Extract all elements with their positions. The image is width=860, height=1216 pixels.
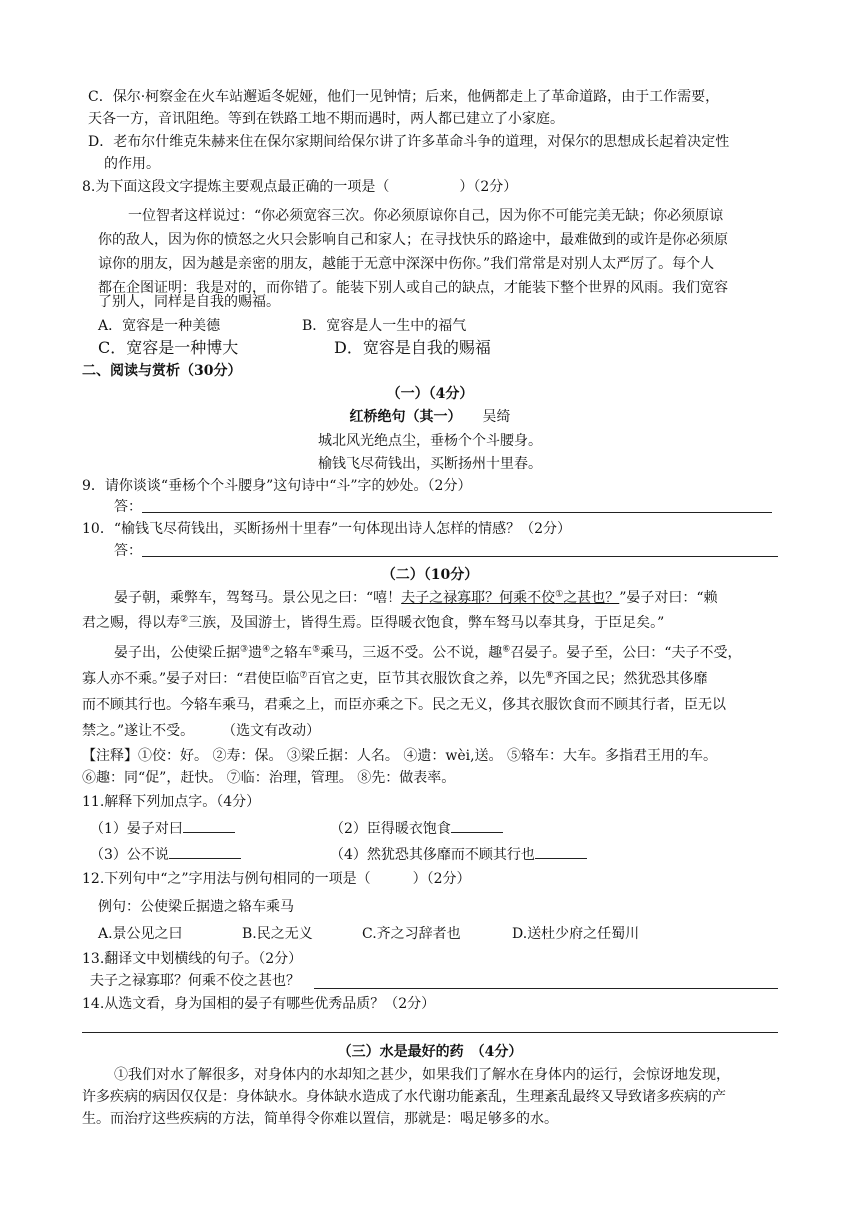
q8-passage-line: 都在企图证明：我是对的，而你错了。能装下别人或自己的缺点，才能装下整个世界的风雨。我们宽容 xyxy=(98,280,728,296)
poem-line-1: 城北风光绝点尘，垂杨个个斗腰身。 xyxy=(318,433,542,449)
passage-line-1 xyxy=(114,589,718,607)
q8-option-a: A．宽容是一种美德 xyxy=(98,318,221,334)
q8-passage-line: 谅你的朋友，因为越是亲密的朋友，越能于无意中深深中伤你。”我们常常是对别人太严厉了。每个人 xyxy=(98,256,715,272)
part1-header: （一）（4分） xyxy=(386,386,474,402)
passage-text: 遗 xyxy=(248,645,263,661)
passage-text: 晏子朝，乘弊车，驾驽马。景公见之曰：“嘻！ xyxy=(114,590,402,606)
passage-line-2 xyxy=(82,614,664,632)
q9-answer-line[interactable] xyxy=(142,512,772,513)
part3-paragraph-line: ①我们对水了解很多，对身体内的水却知之甚少，如果我们了解水在身体内的运行，会惊讶地发现， xyxy=(114,1067,730,1083)
q11-item-text: （4）然犹恐其侈靡而不顾其行也 xyxy=(330,847,535,863)
q7-option-d-line1: D．老布尔什维克朱赫来住在保尔家期间给保尔讲了许多革命斗争的道理，对保尔的思想成长起着决定性 xyxy=(88,134,730,150)
q8-stem: 8.为下面这段文字提炼主要观点最正确的一项是（ ）（2分） xyxy=(82,179,518,195)
q12-option-d: D.送杜少府之任蜀川 xyxy=(512,926,640,942)
passage-text: 三族，及国游士，皆得生焉。臣得暖衣饱食，弊车驽马以奉其身，于臣足矣。” xyxy=(188,615,665,631)
q11-item-1 xyxy=(90,818,235,838)
footnote-marker: ④ xyxy=(262,644,271,655)
part3-header: （三）水是最好的药 （4分） xyxy=(337,1044,523,1060)
poem-title: 红桥绝句（其一） xyxy=(349,409,455,425)
q11-stem: 11.解释下列加点字。（4分） xyxy=(82,794,261,810)
answer-blank[interactable] xyxy=(535,844,587,859)
q11-item-text: （2）臣得暖衣饱食 xyxy=(330,821,451,837)
footnote-marker: ⑧ xyxy=(545,670,554,681)
q7-option-d-line2: 的作用。 xyxy=(104,156,160,172)
annotation-line-1: 【注释】①佼：好。 ②寿：保。 ③梁丘据：人名。 ④遗：wèi,送。 ⑤辂车：大车。多指君王用的车。 xyxy=(82,748,717,764)
passage-text: 寡人亦不乘。”晏子对曰：“君使臣临 xyxy=(82,671,300,687)
underlined-text: 之甚也？ xyxy=(563,590,620,606)
q12-option-b: B.民之无义 xyxy=(242,926,313,942)
q9-answer-label: 答： xyxy=(114,499,142,515)
annotation-line-2: ⑥趣：同“促”，赶快。 ⑦临：治理，管理。 ⑧先：做表率。 xyxy=(82,770,456,786)
passage-text: 百官之吏，臣节其衣服饮食之养，以先 xyxy=(307,671,546,687)
section-heading: 二、阅读与赏析（30分） xyxy=(82,363,242,379)
q13-sentence: 夫子之禄寡耶？何乘不佼之甚也？ xyxy=(90,973,300,989)
q12-example: 例句：公使梁丘据遗之辂车乘马 xyxy=(98,899,294,915)
q7-option-c-line2: 天各一方，音讯阻绝。等到在铁路工地不期而遇时，两人都已建立了小家庭。 xyxy=(88,111,564,127)
answer-blank[interactable] xyxy=(183,818,235,833)
footnote-marker: ② xyxy=(180,614,189,625)
footnote-marker: ⑤ xyxy=(312,644,321,655)
q10-stem: 10．“榆钱飞尽荷钱出，买断扬州十里春”一句体现出诗人怎样的情感？（2分） xyxy=(82,521,572,537)
passage-text: 晏子出，公使梁丘据 xyxy=(114,645,240,661)
footnote-marker: ③ xyxy=(240,644,249,655)
q12-option-a: A.景公见之曰 xyxy=(98,926,183,942)
q11-item-4 xyxy=(330,844,587,864)
q13-stem: 13.翻译文中划横线的句子。（2分） xyxy=(82,951,303,967)
q10-answer-label: 答： xyxy=(114,543,142,559)
q11-item-3 xyxy=(90,844,241,864)
q11-item-text: （3）公不说 xyxy=(90,847,169,863)
q8-passage-line: 一位智者这样说过：“你必须宽容三次。你必须原谅你自己，因为你不可能完美无缺；你必须原谅 xyxy=(128,208,724,224)
q11-item-text: （1）晏子对曰 xyxy=(90,821,183,837)
q14-stem: 14.从选文看，身为国相的晏子有哪些优秀品质？（2分） xyxy=(82,996,436,1012)
part2-header: （二）（10分） xyxy=(381,567,479,583)
answer-blank[interactable] xyxy=(451,818,503,833)
q13-answer-line[interactable] xyxy=(314,988,778,989)
passage-line-3 xyxy=(114,644,741,662)
q9-stem: 9．请你谈谈“垂杨个个斗腰身”这句诗中“斗”字的妙处。（2分） xyxy=(82,478,472,494)
passage-text: 乘马，三返不受。公不说，趣 xyxy=(320,645,503,661)
q14-answer-line[interactable] xyxy=(82,1032,778,1033)
passage-text: 之辂车 xyxy=(270,645,313,661)
q7-option-c-line1: C．保尔·柯察金在火车站邂逅冬妮娅，他们一见钟情；后来，他俩都走上了革命道路，由于工作需要， xyxy=(88,89,720,105)
footnote-marker: ① xyxy=(555,589,564,600)
passage-line-4 xyxy=(82,670,707,688)
q8-option-d: D．宽容是自我的赐福 xyxy=(334,338,491,357)
poem-author: 吴绮 xyxy=(482,409,511,425)
passage-text: 君之赐，得以寿 xyxy=(82,615,180,631)
q12-option-c: C.齐之习辞者也 xyxy=(362,926,461,942)
q11-item-2 xyxy=(330,818,503,838)
footnote-marker: ⑦ xyxy=(299,670,308,681)
underlined-text: 夫子之禄寡耶？何乘不佼 xyxy=(401,590,556,606)
poem-line-2: 榆钱飞尽荷钱出，买断扬州十里春。 xyxy=(318,456,542,472)
passage-text: 召晏子。晏子至，公曰：“夫子不受， xyxy=(510,645,742,661)
q8-option-b: B．宽容是人一生中的福气 xyxy=(302,318,467,334)
part3-paragraph-line: 许多疾病的病因仅仅是：身体缺水。身体缺水造成了水代谢功能紊乱，生理紊乱最终又导致诸多疾病的产 xyxy=(82,1089,726,1105)
q10-answer-line[interactable] xyxy=(142,556,778,557)
underlined-sentence xyxy=(401,590,619,606)
q12-stem: 12.下列句中“之”字用法与例句相同的一项是（ ）（2分） xyxy=(82,871,471,887)
answer-blank[interactable] xyxy=(169,844,241,859)
passage-text: 齐国之民；然犹恐其侈靡 xyxy=(553,671,708,687)
passage-text: ”晏子对曰：“赖 xyxy=(619,590,718,606)
footnote-marker: ⑥ xyxy=(502,644,511,655)
q8-passage-line: 你的敌人，因为你的愤怒之火只会影响自己和家人；在寻找快乐的路途中，最难做到的或许是你必须原 xyxy=(98,232,728,248)
poem-title-line xyxy=(0,408,860,426)
q8-passage-line: 了别人，同样是自我的赐福。 xyxy=(98,294,280,310)
part3-paragraph-line: 生。而治疗这些疾病的方法，简单得令你难以置信，那就是：喝足够多的水。 xyxy=(82,1111,558,1127)
passage-line-5: 而不顾其行也。今辂车乘马，君乘之上，而臣亦乘之下。民之无义，侈其衣服饮食而不顾其行者，臣无以 xyxy=(82,697,726,713)
passage-line-6: 禁之。”遂让不受。 （选文有改动） xyxy=(82,723,321,739)
q8-option-c: C．宽容是一种博大 xyxy=(98,338,239,357)
